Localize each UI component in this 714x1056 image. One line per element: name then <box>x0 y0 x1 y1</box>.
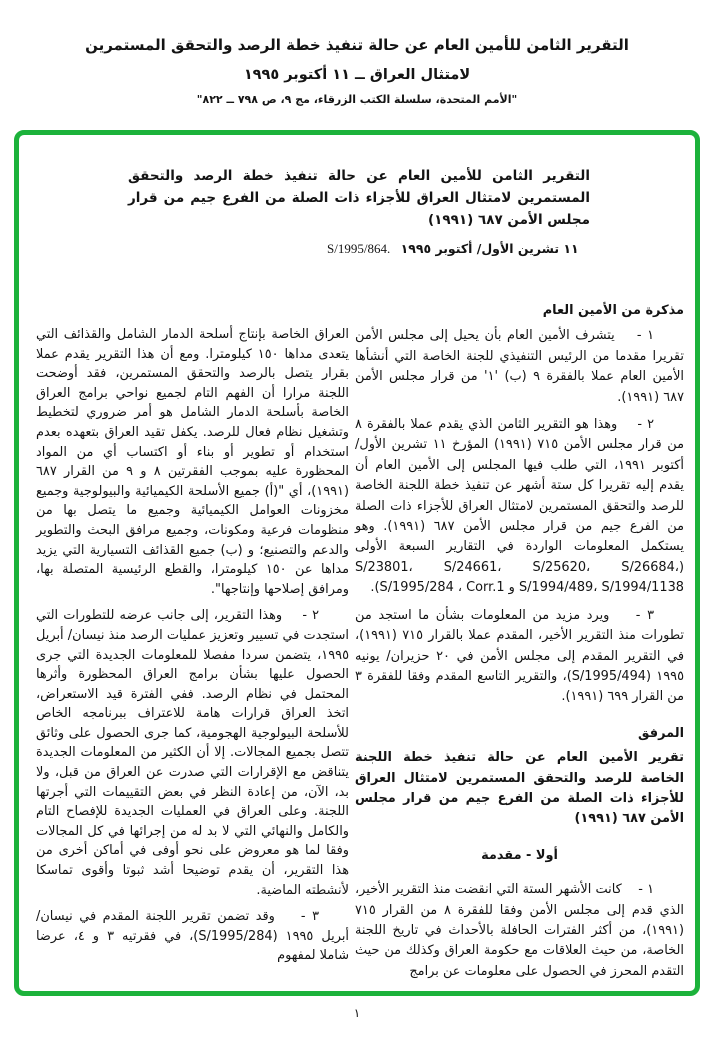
page-number: ١ <box>353 1006 361 1020</box>
memo-paragraph-2: ٢ - وهذا هو التقرير الثامن الذي يقدم عملا بالفقرة ٨ من قرار مجلس الأمن ٧١٥ (١٩٩١) المؤرخ ١١ تشرين الأول/ أكتوبر ١٩٩١، التي طلب فيها المجلس إلى الأمين العام أن يقدم إليه تقريرا كل ستة أشهر عن تنفيذ خطة اللجنة الخاصة للرصد والتحقق المستمرين لامتثال العراق للأجزاء ذات الصلة من الفرع جيم من قرار مجلس الأمن ٦٨٧ (١٩٩١). وهو يستكمل المعلومات الواردة في التقارير السبعة الأولى (S/23801، S/24661، S/25620، S/26684، S/1994/489، S/1994/1138 و S/1995/284 ، Corr.1). <box>355 417 684 596</box>
annex-heading: المرفق <box>638 725 684 741</box>
memo-paragraph-3: ٣ - ويرد مزيد من المعلومات بشأن ما استجد من تطورات منذ التقرير الأخير، المقدم عملا بالقرار ٧١٥ (١٩٩١)، في التقرير المقدم إلى مجلس الأمن في ٢٠ حزيران/ يونيه ١٩٩٥ (S/1995/494)، والتقرير التاسع المقدم وفقا للفقرة ٣ من القرار ٦٩٩ (١٩٩١). <box>355 607 684 705</box>
document-symbol: S/1995/864. <box>327 241 391 256</box>
page-header <box>0 36 714 106</box>
memo-paragraph-1: ١ - يتشرف الأمين العام بأن يحيل إلى مجلس الأمن تقريرا مقدما من الرئيس التنفيذي للجنة الخاصة التي أنشأها الأمين العام عملا بالفقرة ٩ (ب) '١' من قرار مجلس الأمن ٦٨٧ (١٩٩١). <box>355 328 684 405</box>
column-right <box>355 301 684 989</box>
document-symbol-date-line <box>327 241 579 257</box>
header-title-line1: التقرير الثامن للأمين العام عن حالة تنفيذ خطة الرصد والتحقق المستمرين <box>85 36 629 54</box>
document-border-box <box>14 130 700 996</box>
intro-paragraph-1-start: ١ - كانت الأشهر الستة التي انقضت منذ التقرير الأخير، الذي قدم إلى مجلس الأمن وفقا للفقرة ٨ من القرار ٧١٥ (١٩٩١)، من أكثر الفترات الحافلة بالأحداث في تاريخ اللجنة الخاصة، من حيث العلاقات مع حكومة العراق وكذلك من حيث التقدم المحرز في الحصول على معلومات عن برامج <box>355 882 684 979</box>
header-title-line2: لامتثال العراق ــ ١١ أكتوبر ١٩٩٥ <box>243 67 471 83</box>
intro-paragraph-1-continuation: العراق الخاصة بإنتاج أسلحة الدمار الشامل والقذائف التي يتعدى مداها ١٥٠ كيلومترا. ومع أن هذا التقرير يقدم عملا بقرار يتصل بالرصد والتحقق المستمرين، فقد أوضحت اللجنة مرارا أن الفهم التام لجميع نواحي برامج العراق الخاصة بأسلحة الدمار الشامل هو أمر ضروري لتخطيط وتشغيل نظام فعال للرصد. يكفل تقيد العراق بتعهده بعدم استخدام أو تطوير أو بناء أو اكتساب أي من المواد المحظورة عليه بموجب الفقرتين ٨ و ٩ من القرار ٦٨٧ (١٩٩١)، أي "(أ) جميع الأسلحة الكيميائية والبيولوجية وجميع مخزونات العوامل الكيميائية وجميع ما يتصل بها من منظومات فرعية ومكونات، وجميع مرافق البحث والتطوير والدعم والتصنيع؛ و (ب) جميع القذائف التسيارية التي يزيد مداها عن ١٥٠ كيلومترا، والقطع الرئيسية المتصلة بها، ومرافق إصلاحها وإنتاجها". <box>36 327 350 597</box>
header-source-line: "الأمم المتحدة، سلسلة الكتب الزرقاء، مج ٩، ص ٧٩٨ ــ ٨٢٢" <box>196 93 518 106</box>
annex-title: تقرير الأمين العام عن حالة تنفيذ خطة اللجنة الخاصة للرصد والتحقق المستمرين لامتثال العراق للأجزاء ذات الصلة من الفرع جيم من قرار مجلس الأمن ٦٨٧ (١٩٩١) <box>355 750 684 827</box>
intro-paragraph-2: ٢ - وهذا التقرير، إلى جانب عرضه للتطورات التي استجدت في تسيير وتعزيز عمليات الرصد منذ نيسان/ أبريل ١٩٩٥، يتضمن سردا مفصلا للمعلومات الجديدة التي جرى الحصول عليها بشأن برامج العراق المحظورة وأثرها المحتمل في نظام الرصد. ففي الفترة قيد الاستعراض، اتخذ العراق قرارات هامة للاعتراف ببرنامجه الخاص للأسلحة البيولوجية الهجومية، كما جرى الحصول على وثائق تتصل بجميع المجالات. إلا أن الكثير من المعلومات الجديدة يتناقض مع الإقرارات التي صدرت عن العراق من قبل، ولا بد، الآن، من إعادة النظر في بعض التقييمات التي أجرتها اللجنة. وعلى العراق في العمليات الجديدة للإفصاح التام والكامل والنهائي التي لا بد له من إجرائها في كل المجالات وفقا لما هو معروض على نحو أوفى في أماكن أخرى من هذا التقرير، أن يقدم توضيحا أشد ثبوتا وأقوى تماسكا لأنشطته الماضية. <box>36 608 349 898</box>
memo-heading: مذكرة من الأمين العام <box>542 303 684 318</box>
intro-paragraph-3: ٣ - وقد تضمن تقرير اللجنة المقدم في نيسان/ أبريل ١٩٩٥ (S/1995/284)، في فقرتيه ٣ و ٤، عرضا شاملا لمفهوم <box>36 909 350 964</box>
section-1-heading: أولا - مقدمة <box>481 847 558 863</box>
document-title: التقرير الثامن للأمين العام عن حالة تنفيذ خطة الرصد والتحقق المستمرين لامتثال العراق للأجزاء ذات الصلة من الفرع جيم من قرار مجلس الأمن ٦٨٧ (١٩٩١) <box>128 168 590 228</box>
document-date: ١١ تشرين الأول/ أكتوبر ١٩٩٥ <box>400 241 579 256</box>
column-left <box>36 325 349 973</box>
